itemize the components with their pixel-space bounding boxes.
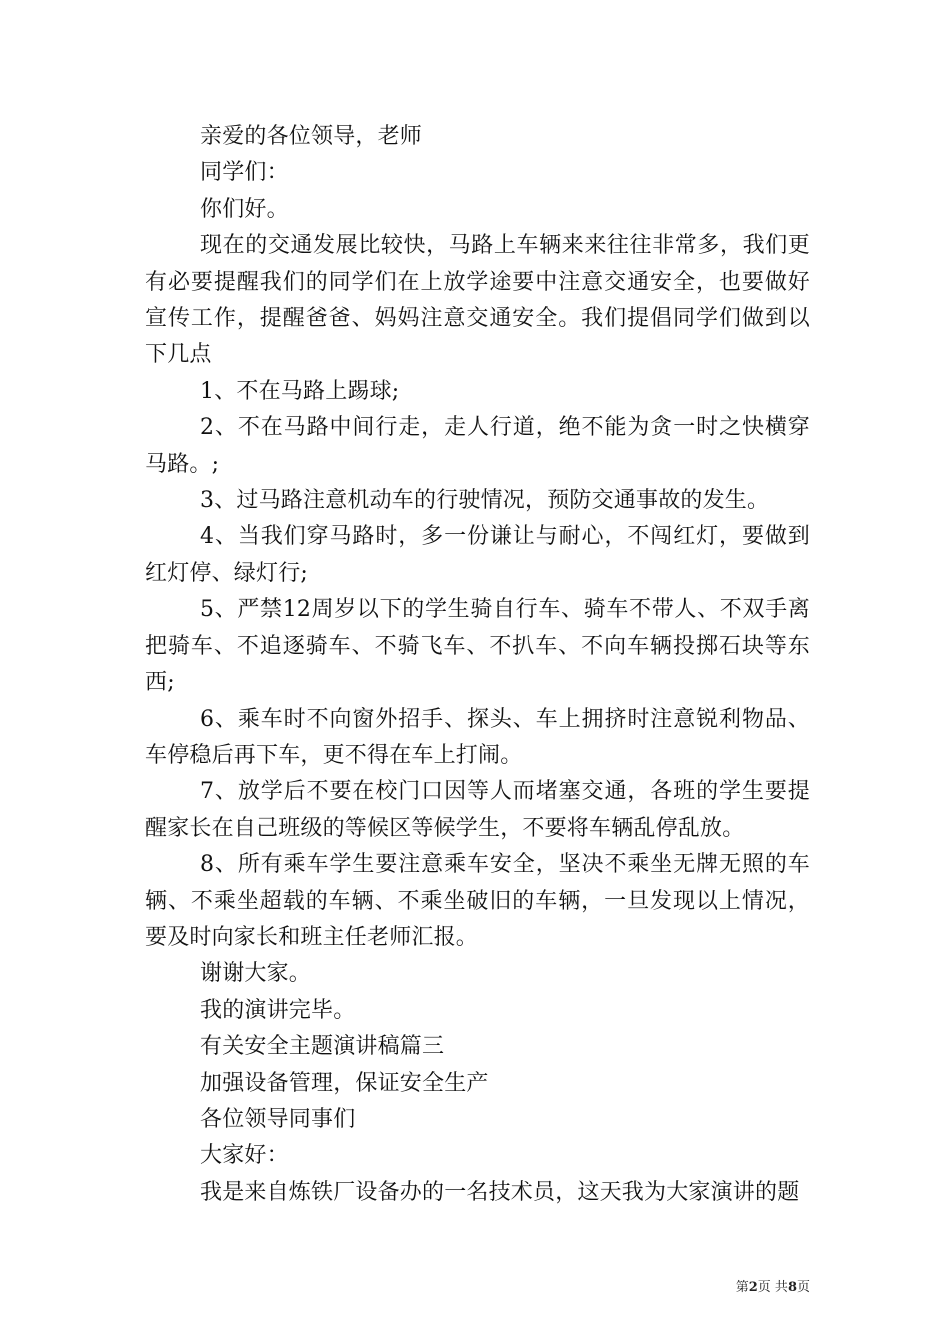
section-title: 有关安全主题演讲稿篇三: [200, 1034, 445, 1060]
paragraph: 5、严禁12周岁以下的学生骑自行车、骑车不带人、不双手离把骑车、不追逐骑车、不骑飞车、不扒车、不向车辆投掷石块等东西;: [145, 597, 810, 696]
paragraph: 谢谢大家。: [200, 961, 312, 987]
paragraph: 同学们：: [200, 160, 289, 186]
current-page-number: 2: [748, 1280, 758, 1295]
paragraph: 4、当我们穿马路时，多一份谦让与耐心，不闯红灯，要做到红灯停、绿灯行;: [145, 524, 810, 586]
total-pages-number: 8: [787, 1280, 797, 1295]
paragraph: 2、不在马路中间行走，走人行道，绝不能为贪一时之快横穿马路。;: [145, 415, 810, 477]
paragraph: 1、不在马路上踢球;: [200, 378, 400, 404]
footer-suffix: 页: [796, 1280, 810, 1295]
paragraph: 6、乘车时不向窗外招手、探头、车上拥挤时注意锐利物品、车停稳后再下车，更不得在车上打闹。: [145, 706, 810, 768]
paragraph: 3、过马路注意机动车的行驶情况，预防交通事故的发生。: [200, 488, 770, 514]
document-body: [145, 119, 810, 1211]
speech-title: 加强设备管理，保证安全生产: [200, 1070, 489, 1096]
paragraph: 亲爱的各位领导，老师: [200, 124, 423, 149]
paragraph: 各位领导同事们: [200, 1106, 356, 1132]
paragraph: 我是来自炼铁厂设备办的一名技术员，这天我为大家演讲的题: [200, 1179, 800, 1205]
footer-prefix: 第: [735, 1280, 749, 1295]
footer-middle: 页 共: [757, 1280, 788, 1295]
paragraph: 8、所有乘车学生要注意乘车安全，坚决不乘坐无牌无照的车辆、不乘坐超载的车辆、不乘坐破旧的车辆，一旦发现以上情况，要及时向家长和班主任老师汇报。: [145, 852, 810, 950]
paragraph: 大家好：: [200, 1143, 289, 1169]
paragraph: 我的演讲完毕。: [200, 997, 356, 1023]
paragraph: 现在的交通发展比较快，马路上车辆来来往往非常多，我们更有必要提醒我们的同学们在上放学途要中注意交通安全，也要做好宣传工作，提醒爸爸、妈妈注意交通安全。我们提倡同学们做到以下几点: [145, 233, 810, 368]
page-footer: [700, 1279, 810, 1297]
paragraph: 7、放学后不要在校门口因等人而堵塞交通，各班的学生要提醒家长在自己班级的等候区等候学生，不要将车辆乱停乱放。: [145, 779, 810, 841]
paragraph: 你们好。: [200, 196, 289, 222]
